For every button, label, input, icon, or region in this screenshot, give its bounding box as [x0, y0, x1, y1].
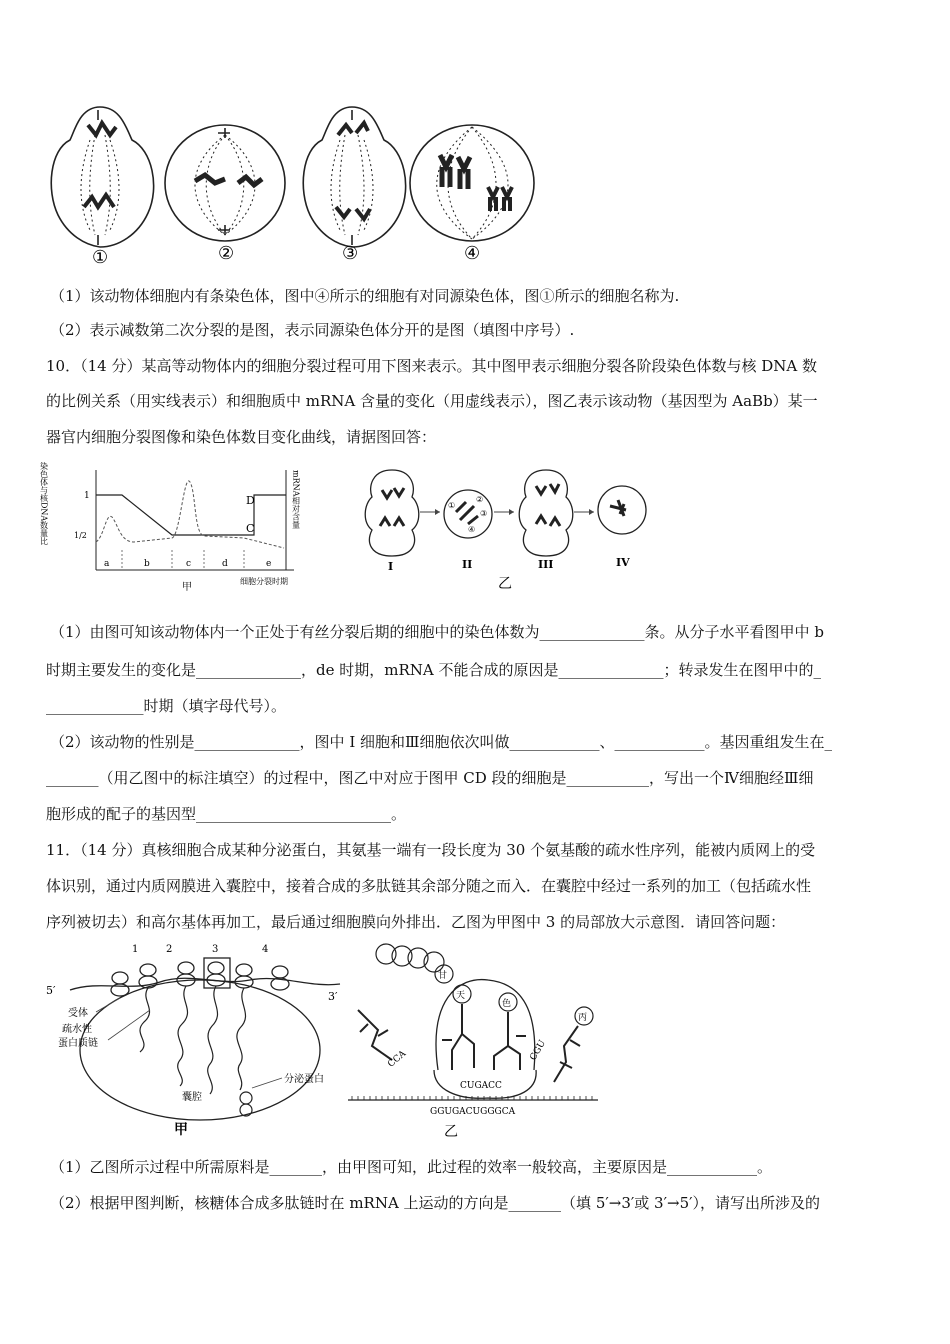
- yi-mark-3: ③: [480, 509, 488, 518]
- yi-mark-1: ①: [448, 501, 456, 510]
- q9-part1: （1）该动物体细胞内有条染色体，图中④所示的细胞有对同源染色体，图①所示的细胞名称为.: [50, 287, 680, 305]
- q11-stem-line2: 体识别，通过内质网膜进入囊腔中，接着合成的多肽链其余部分随之而入．在囊腔中经过一系列的加工（包括疏水性: [46, 877, 812, 895]
- q11-figure-jia: [40, 940, 350, 1140]
- num-2: 2: [166, 944, 173, 955]
- label-hydrophobic-2: 蛋白质链: [58, 1038, 98, 1049]
- arrow-2-head: [509, 509, 514, 515]
- q10-chart-jia: [39, 462, 304, 593]
- q10-stem-line2: 的比例关系（用实线表示）和细胞质中 mRNA 含量的变化（用虚线表示），图乙表示该动物（基因型为 AaBb）某一: [46, 392, 818, 410]
- yi-label-ii: II: [462, 558, 473, 571]
- yi-label-iii: III: [538, 558, 554, 571]
- chart-jia-solid-line: [96, 495, 286, 535]
- q9-part2: （2）表示减数第二次分裂的是图，表示同源染色体分开的是图（填图中序号）.: [50, 321, 575, 339]
- end-3-prime: 3′: [328, 990, 338, 1003]
- cell-label-4: ④: [464, 243, 481, 264]
- chart-jia-ylabel-left: 染色体与核DNA数量比: [39, 462, 49, 546]
- q11-answer-line1: （1）乙图所示过程中所需原料是_______，由甲图可知，此过程的效率一般较高，主要原因是____________。: [50, 1158, 773, 1176]
- q11-stem-line1: 11．（14 分）真核细胞合成某种分泌蛋白，其氨基一端有一段长度为 30 个氨基酸的疏水性序列，能被内质网上的受: [46, 841, 816, 859]
- q10-answer-line6: 胞形成的配子的基因型__________________________。: [46, 805, 407, 823]
- label-receptor: 受体: [68, 1008, 88, 1019]
- q10-answer-line3: _____________时期（填字母代号）。: [46, 697, 287, 715]
- yi-mark-4: ④: [468, 525, 476, 534]
- label-lumen: 囊腔: [182, 1092, 202, 1103]
- yi-cell-iii: [519, 470, 573, 556]
- aa-bing: 丙: [578, 1013, 588, 1023]
- aa-se: 色: [502, 999, 512, 1009]
- q10-answer-line4: （2）该动物的性别是______________，图中 Ⅰ 细胞和Ⅲ细胞依次叫做____________、____________。基因重组发生在_: [50, 733, 832, 751]
- mrna-sequence: GGUGACUGGGCA: [430, 1107, 516, 1117]
- chart-jia-tick-1: 1: [84, 491, 90, 501]
- cell-2-drawing: [165, 125, 285, 241]
- cell-label-3: ③: [342, 243, 359, 264]
- cell-label-1: ①: [92, 247, 109, 268]
- anticodon-cugacc: CUGACC: [460, 1081, 502, 1091]
- chart-jia-seg-c: c: [186, 559, 192, 569]
- aa-gan: 甘: [438, 971, 448, 981]
- cell-4-drawing: [410, 125, 534, 241]
- pointer-hydrophobic: [108, 1010, 150, 1040]
- aa-tian: 天: [456, 991, 466, 1001]
- mrna-ticks: [352, 1096, 592, 1100]
- cell-1-drawing: [51, 107, 153, 247]
- num-1: 1: [132, 944, 139, 955]
- aa-chain-circles: [376, 944, 444, 972]
- yi-mark-2: ②: [476, 495, 484, 504]
- arrow-1-head: [435, 509, 440, 515]
- q10-stem-line1: 10．（14 分）某高等动物体内的细胞分裂过程可用下图来表示。其中图甲表示细胞分裂各阶段染色体数与核 DNA 数: [46, 357, 817, 375]
- q11-stem-line3: 序列被切去）和高尔基体再加工，最后通过细胞膜向外排出．乙图为甲图中 3 的局部放大示意图．请回答问题：: [46, 913, 786, 931]
- q10-figure-yi: [360, 462, 660, 592]
- chart-jia-ylabel-right: mRNA相对含量: [291, 470, 301, 529]
- q10-answer-line2: 时期主要发生的变化是______________，de 时期，mRNA 不能合成的原因是______________；转录发生在图甲中的_: [46, 661, 821, 679]
- q10-stem-line3: 器官内细胞分裂图像和染色体数目变化曲线，请据图回答：: [46, 428, 437, 446]
- chart-jia-xlabel: 细胞分裂时期: [240, 577, 288, 586]
- cell-label-2: ②: [218, 243, 235, 264]
- pointer-secreted: [252, 1078, 282, 1088]
- arrow-3-head: [589, 509, 594, 515]
- q11-yi-caption: 乙: [444, 1124, 458, 1140]
- yi-label-i: I: [388, 560, 394, 573]
- chart-jia-seg-b: b: [144, 559, 150, 569]
- num-4: 4: [262, 944, 269, 955]
- chart-jia-point-d: D: [246, 494, 255, 507]
- chart-jia-caption: 甲: [182, 582, 192, 593]
- chart-jia-seg-e: e: [266, 559, 272, 569]
- label-hydrophobic-1: 疏水性: [62, 1024, 92, 1035]
- cell-division-figure: [40, 95, 560, 270]
- chart-jia-seg-d: d: [222, 559, 228, 569]
- anticodon-cgu: CGU: [528, 1038, 548, 1063]
- q11-jia-caption: 甲: [174, 1122, 188, 1138]
- yi-label-iv: IV: [616, 556, 630, 569]
- yi-cell-i: [365, 470, 419, 556]
- label-secreted-protein: 分泌蛋白: [284, 1074, 324, 1085]
- cell-3-drawing: [303, 107, 405, 247]
- yi-caption: 乙: [498, 576, 512, 592]
- q10-answer-line1: （1）由图可知该动物体内一个正处于有丝分裂后期的细胞中的染色体数为______________条。从分子水平看图甲中 b: [50, 623, 824, 641]
- yi-cell-iv: [598, 486, 646, 534]
- pointer-receptor: [96, 998, 120, 1012]
- q10-answer-line5: _______（用乙图中的标注填空）的过程中，图乙中对应于图甲 CD 段的细胞是___________，写出一个Ⅳ细胞经Ⅲ细: [46, 769, 814, 787]
- anticodon-cca: CCA: [386, 1048, 409, 1070]
- q11-figure-yi: [338, 940, 600, 1140]
- num-3: 3: [212, 944, 219, 955]
- chart-jia-tick-half: 1/2: [74, 531, 87, 540]
- chart-jia-point-c: C: [246, 522, 255, 535]
- chart-jia-seg-a: a: [104, 559, 110, 569]
- q11-answer-line2: （2）根据甲图判断，核糖体合成多肽链时在 mRNA 上运动的方向是_______（填 5′→3′或 3′→5′），请写出所涉及的: [50, 1194, 821, 1212]
- end-5-prime: 5′: [46, 984, 56, 997]
- chart-jia-dashed-mrna: [96, 481, 284, 548]
